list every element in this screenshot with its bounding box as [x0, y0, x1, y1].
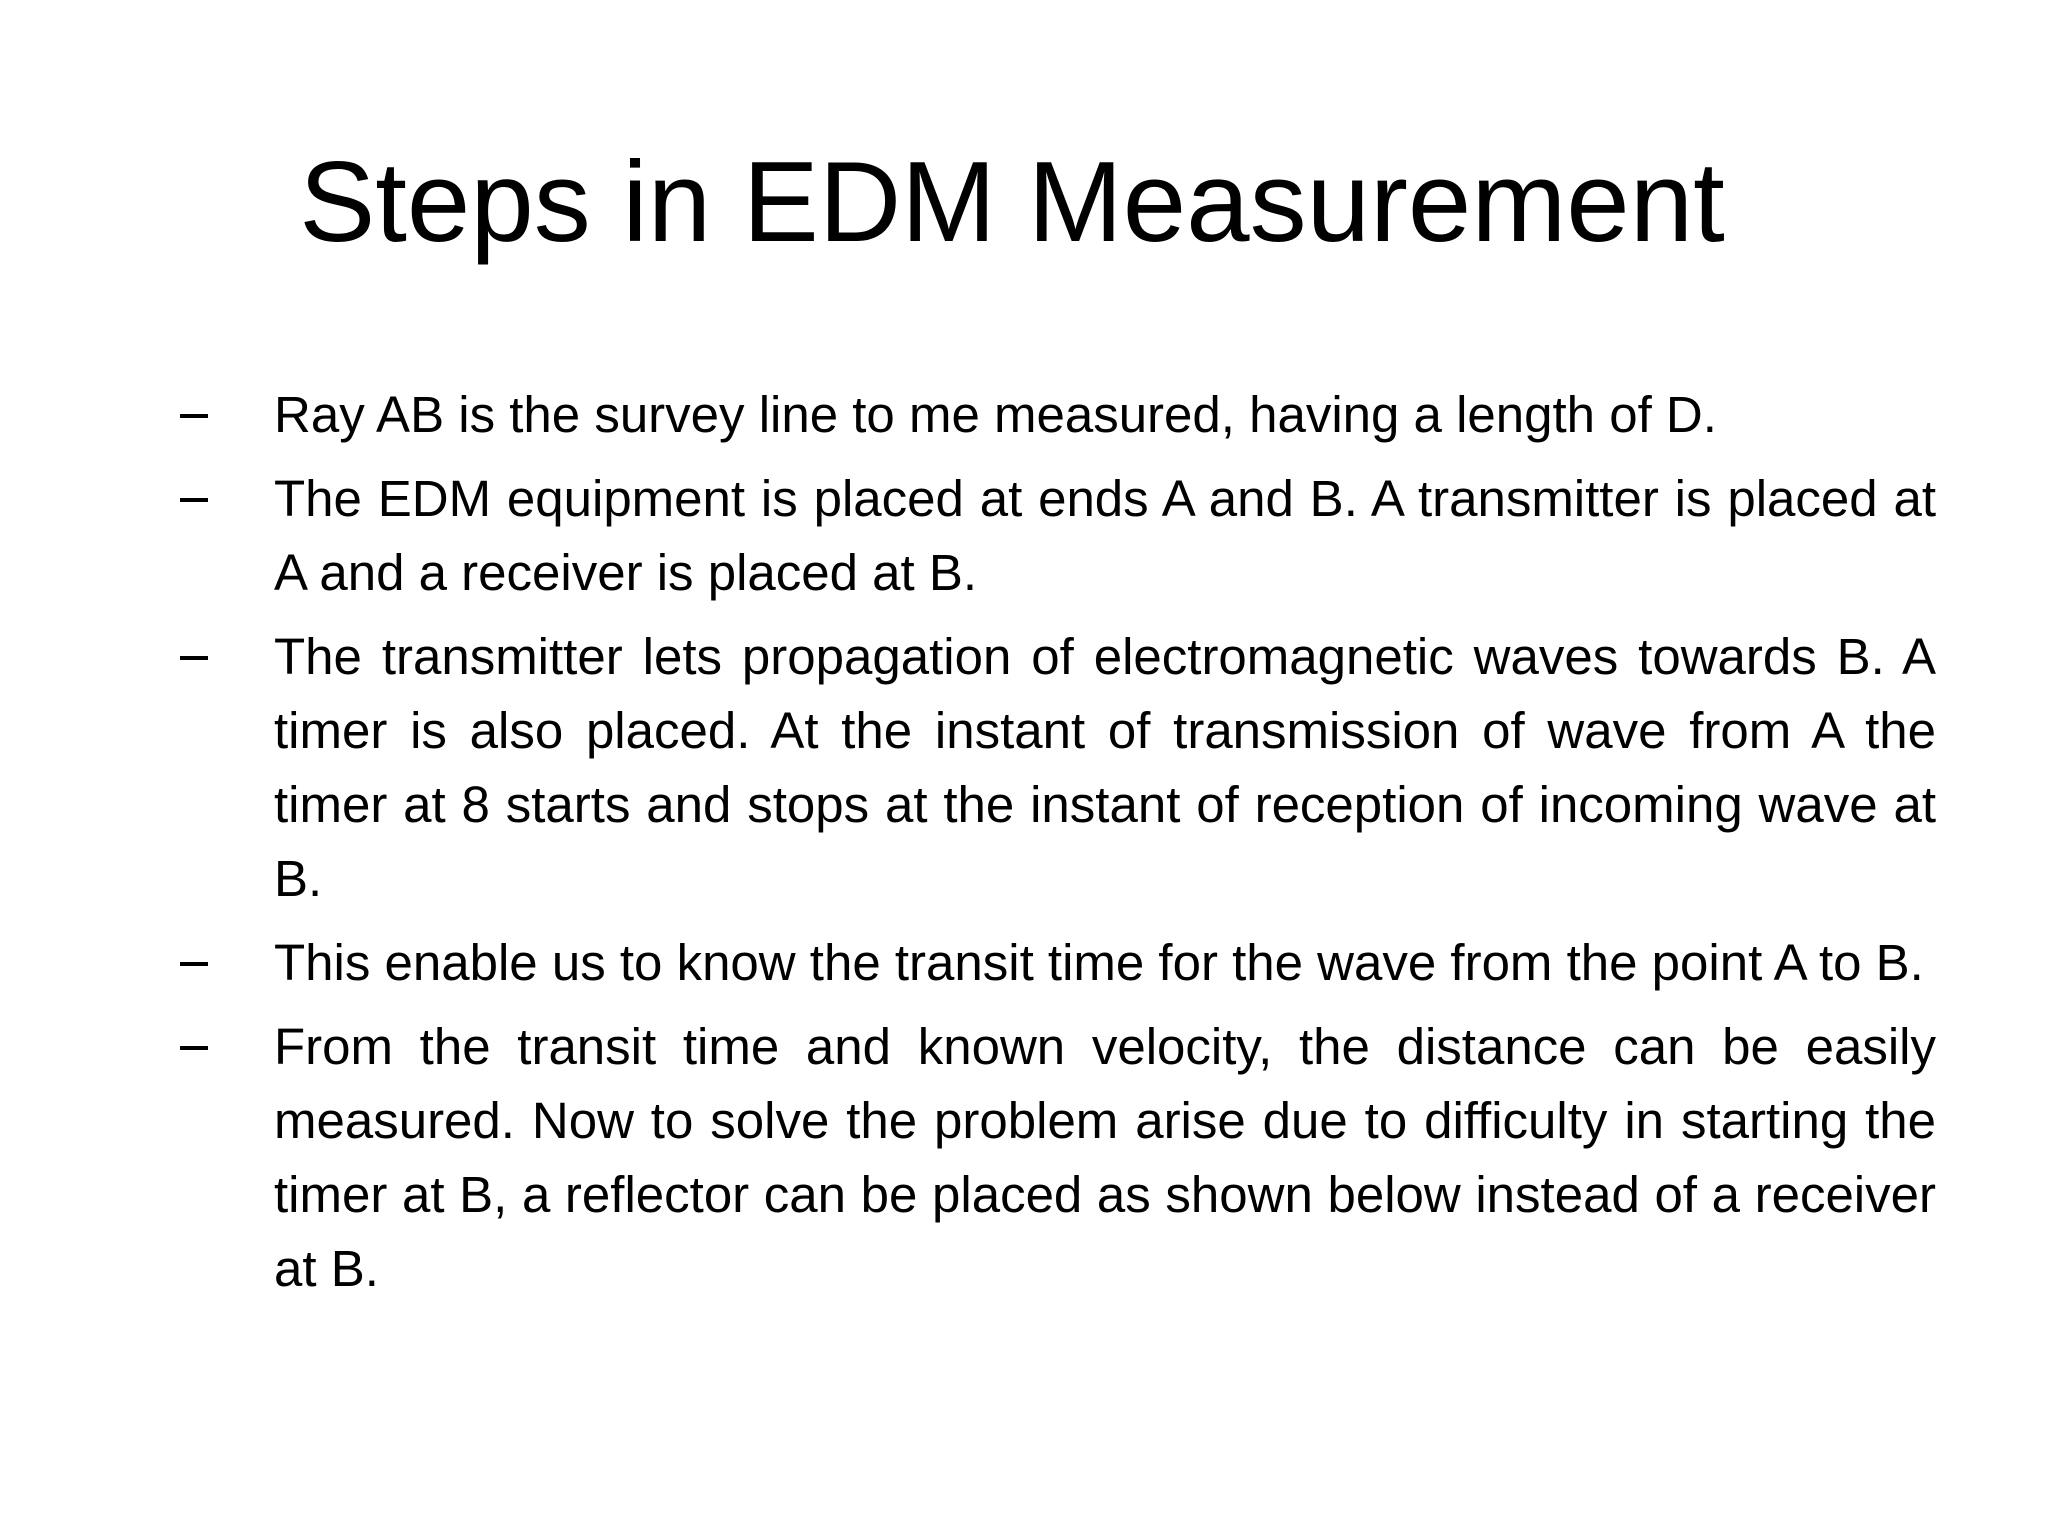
bullet-text: The transmitter lets propagation of electromagnetic waves towards B. A timer is also placed. At the instant of transmission of wave from A the timer at 8 starts and stops at the instant of reception of incoming wave at B. [274, 628, 1936, 907]
bullet-text: The EDM equipment is placed at ends A and B. A transmitter is placed at A and a receiver is placed at B. [274, 470, 1936, 601]
bullet-list [176, 378, 1936, 1316]
list-item [176, 462, 1936, 610]
slide-title: Steps in EDM Measurement [299, 139, 1725, 266]
bullet-text: Ray AB is the survey line to me measured, having a length of D. [274, 386, 1717, 443]
bullet-text: This enable us to know the transit time for the wave from the point A to B. [274, 934, 1924, 991]
list-item [176, 1010, 1936, 1306]
list-item [176, 620, 1936, 916]
list-item [176, 378, 1936, 452]
bullet-text: From the transit time and known velocity, the distance can be easily measured. Now to solve the problem arise due to difficulty in starting the timer at B, a reflector can be placed as shown below instead of a receiver at B. [274, 1018, 1936, 1297]
list-item [176, 926, 1936, 1000]
